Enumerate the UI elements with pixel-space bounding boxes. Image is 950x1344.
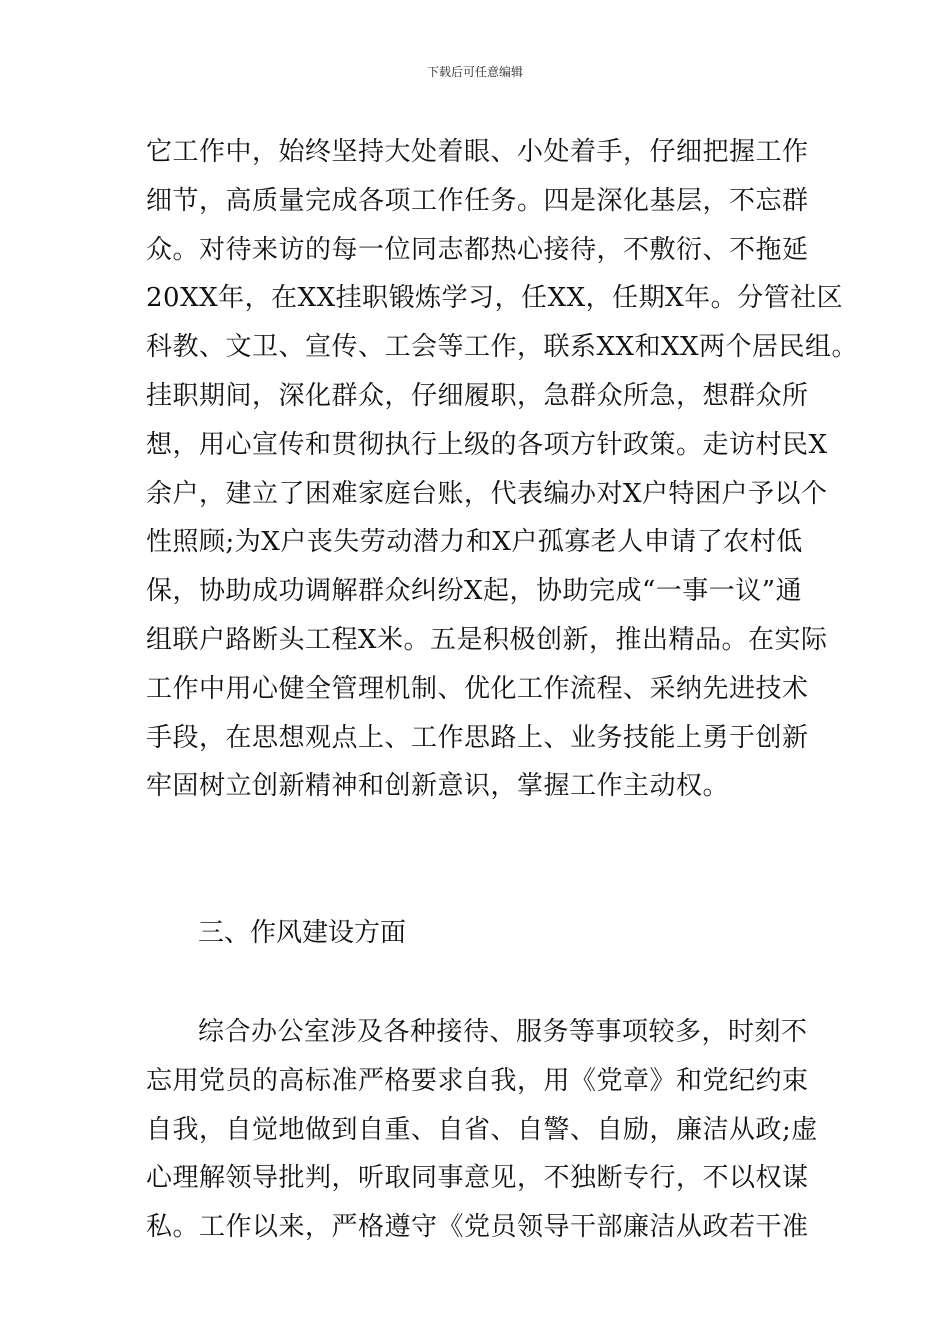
text-line: 忘用党员的高标准严格要求自我，用《党章》和党纪约束 bbox=[146, 1065, 809, 1096]
text-line: 手段，在思想观点上、工作思路上、业务技能上勇于创新 bbox=[146, 722, 809, 753]
text-line: 组联户路断头工程X米。五是积极创新，推出精品。在实际 bbox=[146, 624, 828, 655]
text-line: 牢固树立创新精神和创新意识，掌握工作主动权。 bbox=[146, 771, 730, 802]
text-line: 科教、文卫、宣传、工会等工作，联系XX和XX两个居民组。 bbox=[146, 332, 859, 363]
text-line: 细节，高质量完成各项工作任务。四是深化基层，不忘群 bbox=[146, 185, 809, 216]
text-line: 余户，建立了困难家庭台账，代表编办对X户特困户予以个 bbox=[146, 478, 828, 509]
text-line: 工作中用心健全管理机制、优化工作流程、采纳先进技术 bbox=[146, 673, 809, 704]
text-line: 众。对待来访的每一位同志都热心接待，不敷衍、不拖延 bbox=[146, 234, 809, 265]
text-line: 心理解领导批判，听取同事意见，不独断专行，不以权谋 bbox=[146, 1163, 809, 1194]
text-line: 它工作中，始终坚持大处着眼、小处着手，仔细把握工作 bbox=[146, 137, 809, 167]
text-line: 综合办公室涉及各种接待、服务等事项较多，时刻不 bbox=[198, 1016, 808, 1047]
text-line: 20XX年，在XX挂职锻炼学习，任XX，任期X年。分管社区 bbox=[146, 283, 844, 314]
document-body bbox=[146, 128, 859, 1252]
paragraph-spacer bbox=[146, 958, 826, 1008]
section-heading: 三、作风建设方面 bbox=[198, 918, 407, 949]
paragraph-2 bbox=[146, 1008, 826, 1252]
paragraph-spacer bbox=[146, 811, 826, 909]
text-line: 自我，自觉地做到自重、自省、自警、自励，廉洁从政;虚 bbox=[146, 1114, 818, 1145]
text-line: 性照顾;为X户丧失劳动潜力和X户孤寡老人申请了农村低 bbox=[146, 527, 803, 558]
text-line: 私。工作以来，严格遵守《党员领导干部廉洁从政若干准 bbox=[146, 1212, 809, 1243]
page-header: 下载后可任意编辑 bbox=[426, 65, 523, 79]
text-line: 挂职期间，深化群众，仔细履职，急群众所急，想群众所 bbox=[146, 380, 809, 411]
text-line: 保，协助成功调解群众纠纷X起，协助完成“一事一议”通 bbox=[146, 576, 803, 607]
paragraph-1 bbox=[146, 128, 859, 811]
text-line: 想，用心宣传和贯彻执行上级的各项方针政策。走访村民X bbox=[146, 429, 828, 460]
